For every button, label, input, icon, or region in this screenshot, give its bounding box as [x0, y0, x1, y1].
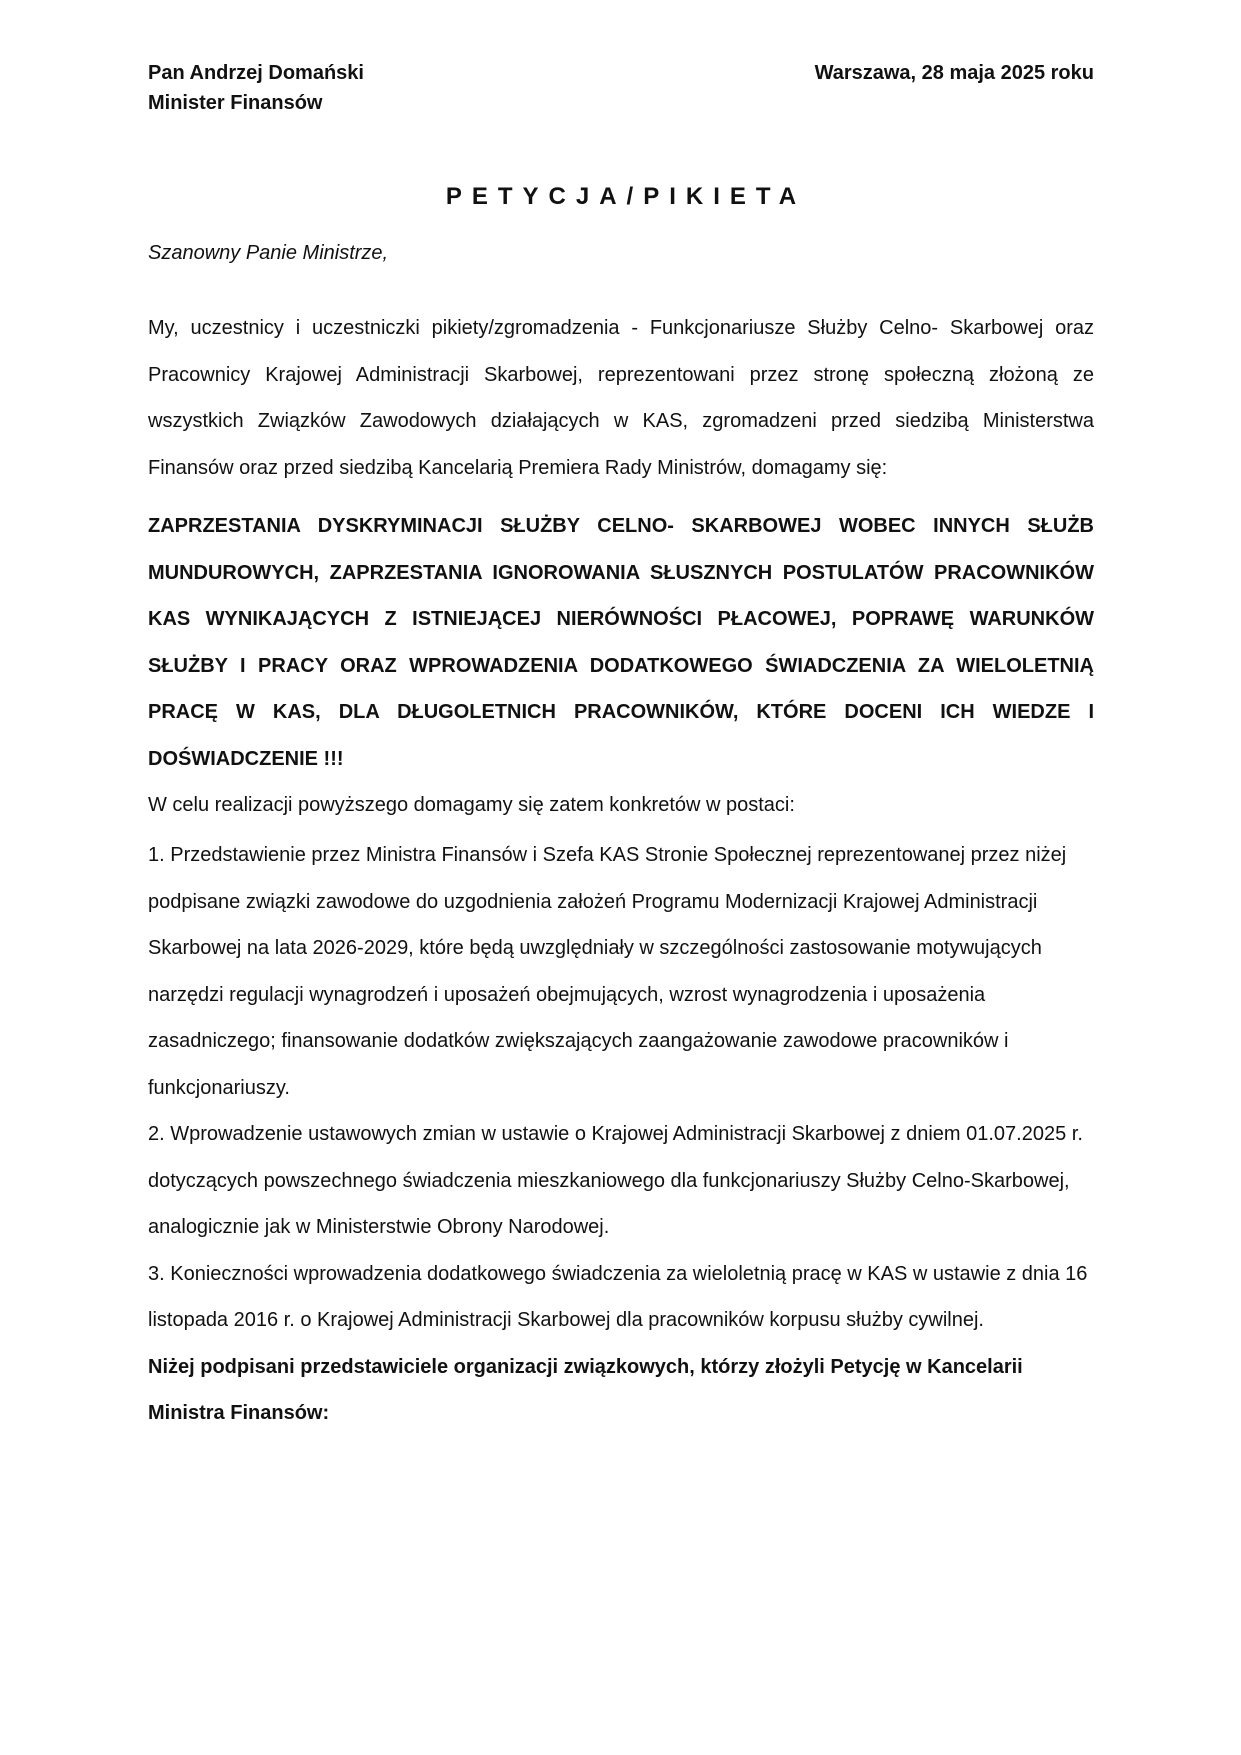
letter-header [148, 58, 1094, 118]
signers-paragraph: Niżej podpisani przedstawiciele organizacji związkowych, którzy złożyli Petycję w Kancelarii Ministra Finansów: [148, 1355, 1023, 1424]
intro-paragraph: My, uczestnicy i uczestniczki pikiety/zgromadzenia - Funkcjonariusze Służby Celno- Skarbowej oraz Pracownicy Krajowej Administracji Skarbowej, reprezentowani przez stronę społeczną złożoną ze wszystkich Związków Zawodowych działających w KAS, zgromadzeni przed siedzibą Ministerstwa Finansów oraz przed siedzibą Kancelarią Premiera Rady Ministrów, domagamy się: [148, 317, 1094, 479]
demands-paragraph: ZAPRZESTANIA DYSKRYMINACJI SŁUŻBY CELNO- SKARBOWEJ WOBEC INNYCH SŁUŻB MUNDUROWYCH, ZAPRZESTANIA IGNOROWANIA SŁUSZNYCH POSTULATÓW PRACOWNIKÓW KAS WYNIKAJĄCYCH Z ISTNIEJĄCEJ NIERÓWNOŚCI PŁACOWEJ, POPRAWĘ WARUNKÓW SŁUŻBY I PRACY ORAZ WPROWADZENIA DODATKOWEGO ŚWIADCZENIA ZA WIELOLETNIĄ PRACĘ W KAS, DLA DŁUGOLETNICH PRACOWNIKÓW, KTÓRE DOCENI ICH WIEDZE I DOŚWIADCZENIE !!! [148, 515, 1094, 770]
salutation: Szanowny Panie Ministrze, [148, 242, 389, 264]
list-item-3: 3. Konieczności wprowadzenia dodatkowego świadczenia za wieloletnią pracę w KAS w ustawie z dnia 16 listopada 2016 r. o Krajowej Administracji Skarbowej dla pracowników korpusu służby cywilnej. [148, 1262, 1088, 1331]
place-date: Warszawa, 28 maja 2025 roku [814, 62, 1094, 84]
addressee-block [148, 58, 364, 118]
addressee-title: Minister Finansów [148, 92, 323, 114]
document-page [148, 58, 1094, 1437]
list-item-2: 2. Wprowadzenie ustawowych zmian w ustawie o Krajowej Administracji Skarbowej z dniem 01.07.2025 r. dotyczących powszechnego świadczenia mieszkaniowego dla funkcjonariuszy Służby Celno-Skarbowej, analogicznie jak w Ministerstwie Obrony Narodowej. [148, 1123, 1083, 1238]
lead-paragraph: W celu realizacji powyższego domagamy się zatem konkretów w postaci: [148, 794, 795, 816]
document-title: PETYCJA/PIKIETA [445, 183, 807, 210]
list-item-1: 1. Przedstawienie przez Ministra Finansów i Szefa KAS Stronie Społecznej reprezentowanej przez niżej podpisane związki zawodowe do uzgodnienia założeń Programu Modernizacji Krajowej Administracji Skarbowej na lata 2026-2029, które będą uwzględniały w szczególności zastosowanie motywujących narzędzi regulacji wynagrodzeń i uposażeń obejmujących, wzrost wynagrodzenia i uposażenia zasadniczego; finansowanie dodatków zwiększających zaangażowanie zawodowe pracowników i funkcjonariuszy. [148, 844, 1067, 1099]
addressee-name: Pan Andrzej Domański [148, 62, 364, 84]
